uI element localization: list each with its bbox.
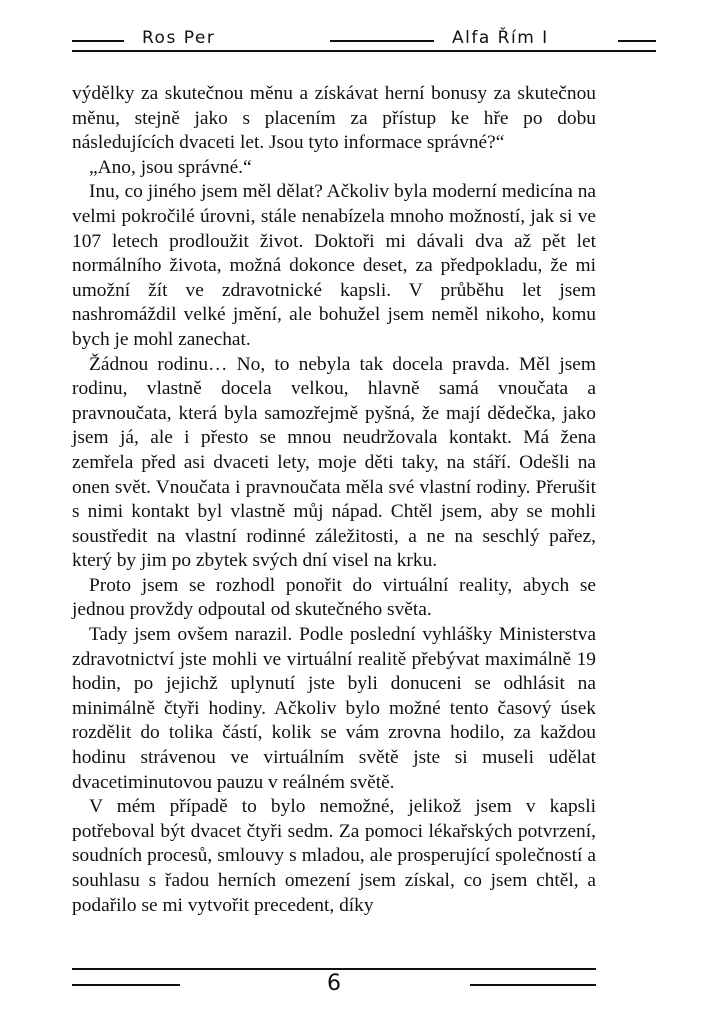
- running-footer: [72, 962, 656, 1002]
- page-number: 6: [327, 971, 341, 996]
- footer-rule-top: [72, 968, 596, 970]
- paragraph: Proto jsem se rozhodl ponořit do virtuální reality, abych se jednou provždy odpoutal od skutečného světa.: [72, 574, 596, 621]
- header-author: Ros Per: [142, 28, 216, 48]
- footer-rule-left: [72, 984, 180, 986]
- paragraph: „Ano, jsou správné.“: [89, 156, 252, 178]
- paragraph: Inu, co jiného jsem měl dělat? Ačkoliv byla moderní medicína na velmi pokročilé úrovni, stále nenabízela mnoho možností, jak si ve 107 letech prodloužit život. Doktoři mi dávali dva až pět let normálního života, možná dokonce deset, za předpokladu, že mi umožní žít ve zdravotnické kapsli. V průběhu let jsem nashromáždil velké jmění, ale bohužel jsem neměl nikoho, komu bych je mohl zanechat.: [72, 181, 596, 350]
- paragraph: Žádnou rodinu… No, to nebyla tak docela pravda. Měl jsem rodinu, vlastně docela velkou, hlavně samá vnoučata a pravnoučata, která byla samozřejmě pyšná, že mají dědečka, jako jsem já, ale i přesto se mnou neudržovala kontakt. Má žena zemřela před asi dvaceti lety, moje děti taky, na stáří. Odešli na onen svět. Vnoučata i pravnoučata měla své vlastní rodiny. Přerušit s nimi kontakt byl vlastně můj nápad. Chtěl jsem, aby se mohli soustředit na vlastní rodinné záležitosti, a ne na seschlý pařez, který by jim po zbytek svých dní visel na krku.: [72, 353, 596, 572]
- header-underline: [72, 50, 656, 52]
- footer-rule-right: [470, 984, 596, 986]
- header-book-title: Alfa Řím I: [452, 28, 549, 48]
- header-rule-right: [618, 40, 656, 42]
- paragraph: V mém případě to bylo nemožné, jelikož jsem v kapsli potřeboval být dvacet čtyři sedm. Za pomoci lékařských potvrzení, soudních procesů, smlouvy s mladou, ale prosperující společností a souhlasu s řadou herních omezení jsem získal, co jsem chtěl, a podařilo se mi vytvořit precedent, díky: [72, 796, 596, 916]
- page-body: [72, 82, 596, 918]
- paragraph: výdělky za skutečnou měnu a získávat herní bonusy za skutečnou měnu, stejně jako s placením za přístup ke hře po dobu následujících dvaceti let. Jsou tyto informace správné?“: [72, 83, 596, 154]
- paragraph: Tady jsem ovšem narazil. Podle poslední vyhlášky Ministerstva zdravotnictví jste mohli ve virtuální realitě přebývat maximálně 19 hodin, po jejichž uplynutí jste byli donuceni se odhlásit na minimálně čtyři hodiny. Ačkoliv bylo možné tento časový úsek rozdělit do tolika částí, kolik se vám zrovna hodilo, za každou hodinu strávenou ve virtuálním světě jste si museli udělat dvacetiminutovou pauzu v reálném světě.: [72, 624, 596, 793]
- header-rule-middle: [330, 40, 434, 42]
- header-rule-left: [72, 40, 124, 42]
- running-header: [72, 28, 656, 58]
